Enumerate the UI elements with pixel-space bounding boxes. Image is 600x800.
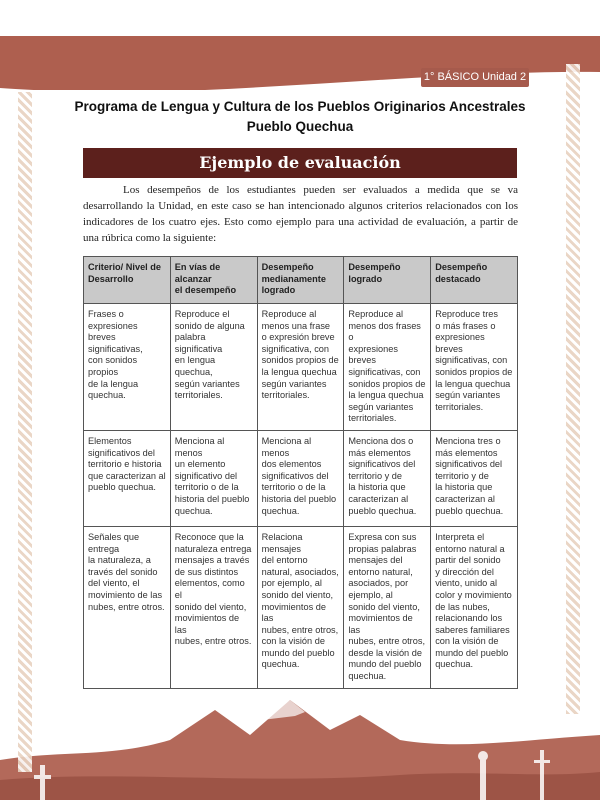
table-cell: Elementos significativos del territorio e historia que caracterizan al pueblo quechua. — [84, 430, 171, 526]
table-cell: Reproduce al menos dos frases o expresiones breves significativas, con sonidos propios de la lengua quechua según variantes territoriales. — [344, 304, 431, 431]
column-header: Desempeño destacado — [431, 257, 518, 304]
unit-badge: 1° BÁSICO Unidad 2 — [421, 68, 529, 87]
column-header: Desempeño logrado — [344, 257, 431, 304]
table-cell: Interpreta el entorno natural a partir del sonido y dirección del viento, unido al color y movimiento de las nubes, relacionando los saberes familiares con la visión de mundo del pueblo quechua. — [431, 526, 518, 688]
section-heading: Ejemplo de evaluación — [83, 148, 517, 178]
table-cell: Menciona tres o más elementos significativos del territorio y de la historia que caracterizan al pueblo quechua. — [431, 430, 518, 526]
table-cell: Reproduce tres o más frases o expresiones breves significativas, con sonidos propios de la lengua quechua según variantes territoriales. — [431, 304, 518, 431]
table-cell: Expresa con sus propias palabras mensajes del entorno natural, asociados, por ejemplo, al sonido del viento, movimientos de las nubes, entre otros, desde la visión de mundo del pueblo quechua. — [344, 526, 431, 688]
table-cell: Frases o expresiones breves significativas, con sonidos propios de la lengua quechua. — [84, 304, 171, 431]
table-cell: Reproduce el sonido de alguna palabra significativa en lengua quechua, según variantes territoriales. — [170, 304, 257, 431]
people-title: Pueblo Quechua — [246, 119, 354, 134]
right-pattern-strip — [566, 64, 580, 714]
content-flow — [83, 182, 518, 689]
table-header-row — [84, 257, 518, 304]
table-cell: Menciona al menos un elemento significativo del territorio o de la historia del pueblo quechua. — [170, 430, 257, 526]
title-block — [0, 97, 600, 137]
table-cell: Señales que entrega la naturaleza, a través del sonido del viento, el movimiento de las nubes, entre otros. — [84, 526, 171, 688]
table-cell: Relaciona mensajes del entorno natural, asociados, por ejemplo, al sonido del viento, movimientos de las nubes, entre otros, con la visión de mundo del pueblo quechua. — [257, 526, 344, 688]
rubric-table — [83, 256, 518, 689]
table-row — [84, 526, 518, 688]
table-cell: Menciona al menos dos elementos significativos del territorio o de la historia del pueblo quechua. — [257, 430, 344, 526]
table-row — [84, 304, 518, 431]
table-row — [84, 430, 518, 526]
program-title: Programa de Lengua y Cultura de los Pueblos Originarios Ancestrales — [74, 99, 526, 114]
table-cell: Menciona dos o más elementos significativos del territorio y de la historia que caracterizan al pueblo quechua. — [344, 430, 431, 526]
left-pattern-strip — [18, 92, 32, 772]
table-cell: Reconoce que la naturaleza entrega mensajes a través de sus distintos elementos, como el sonido del viento, movimientos de las nubes, entre otros. — [170, 526, 257, 688]
table-cell: Reproduce al menos una frase o expresión breve significativa, con sonidos propios de la lengua quechua según variantes territoriales. — [257, 304, 344, 431]
column-header: Criterio/ Nivel de Desarrollo — [84, 257, 171, 304]
intro-paragraph: Los desempeños de los estudiantes pueden ser evaluados a medida que se va desarrollando la Unidad, en este caso se han intencionado algunos criterios relacionados con los indicadores de los cuatro ejes. Esto como ejemplo para una actividad de evaluación, a partir de una rúbrica como la siguiente: — [83, 184, 518, 244]
column-header: Desempeño medianamente logrado — [257, 257, 344, 304]
column-header: En vías de alcanzar el desempeño — [170, 257, 257, 304]
